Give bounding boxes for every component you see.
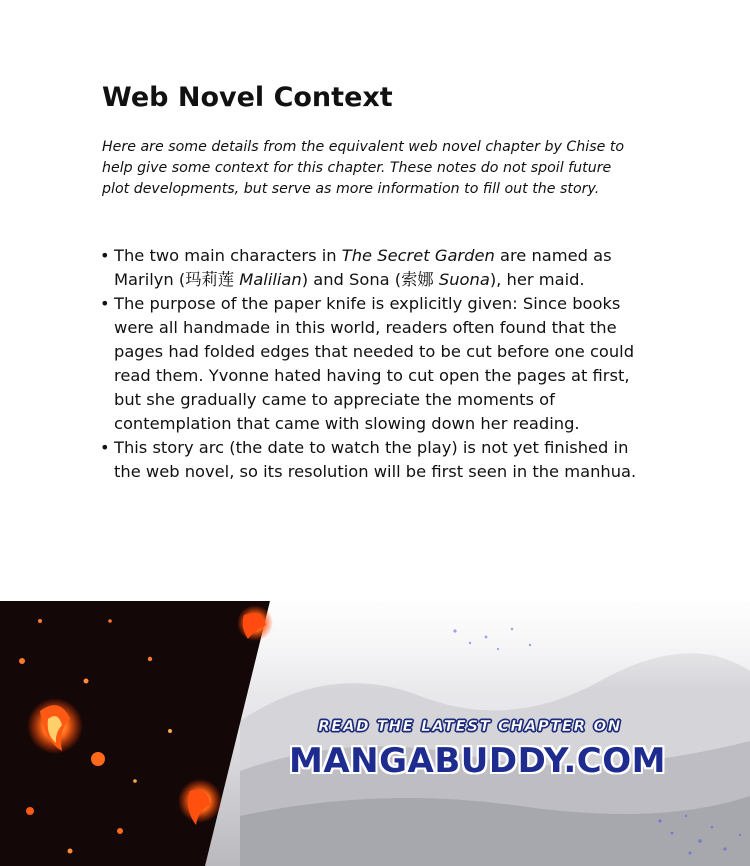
pinyin-name: Malilian bbox=[239, 270, 302, 289]
list-item bbox=[100, 244, 660, 292]
note-text: The purpose of the paper knife is explicitly given: Since books were all handmade in this world, readers often found that the pages had folded edges that needed to be cut before one could read them. Yvonne hated having to cut open the pages at first, but she gradually came to appreciate the moments of contemplation that came with slowing down her reading. bbox=[114, 294, 635, 433]
note-text: This story arc (the date to watch the play) is not yet finished in the web novel, so its resolution will be first seen in the manhua. bbox=[114, 438, 637, 481]
notes-list bbox=[100, 244, 660, 484]
list-item bbox=[100, 436, 660, 484]
note-text: The two main characters in The Secret Garden are named as Marilyn (玛莉莲 Malilian) and Sona (索娜 Suona), her maid. bbox=[114, 246, 612, 289]
book-title: The Secret Garden bbox=[341, 246, 495, 265]
page-title: Web Novel Context bbox=[102, 82, 393, 113]
list-item bbox=[100, 292, 660, 436]
intro-paragraph: Here are some details from the equivalent web novel chapter by Chise to help give some context for this chapter. These notes do not spoil future plot developments, but serve as more information to fill out the story. bbox=[102, 139, 625, 197]
banner-tagline: READ THE LATEST CHAPTER ON bbox=[318, 717, 622, 735]
bullet-icon: • bbox=[100, 246, 110, 265]
bullet-icon: • bbox=[100, 438, 110, 457]
promo-banner[interactable] bbox=[0, 601, 750, 866]
pinyin-name: Suona bbox=[438, 270, 490, 289]
bullet-icon: • bbox=[100, 294, 110, 313]
site-link[interactable]: MANGABUDDY.COM bbox=[289, 741, 666, 781]
